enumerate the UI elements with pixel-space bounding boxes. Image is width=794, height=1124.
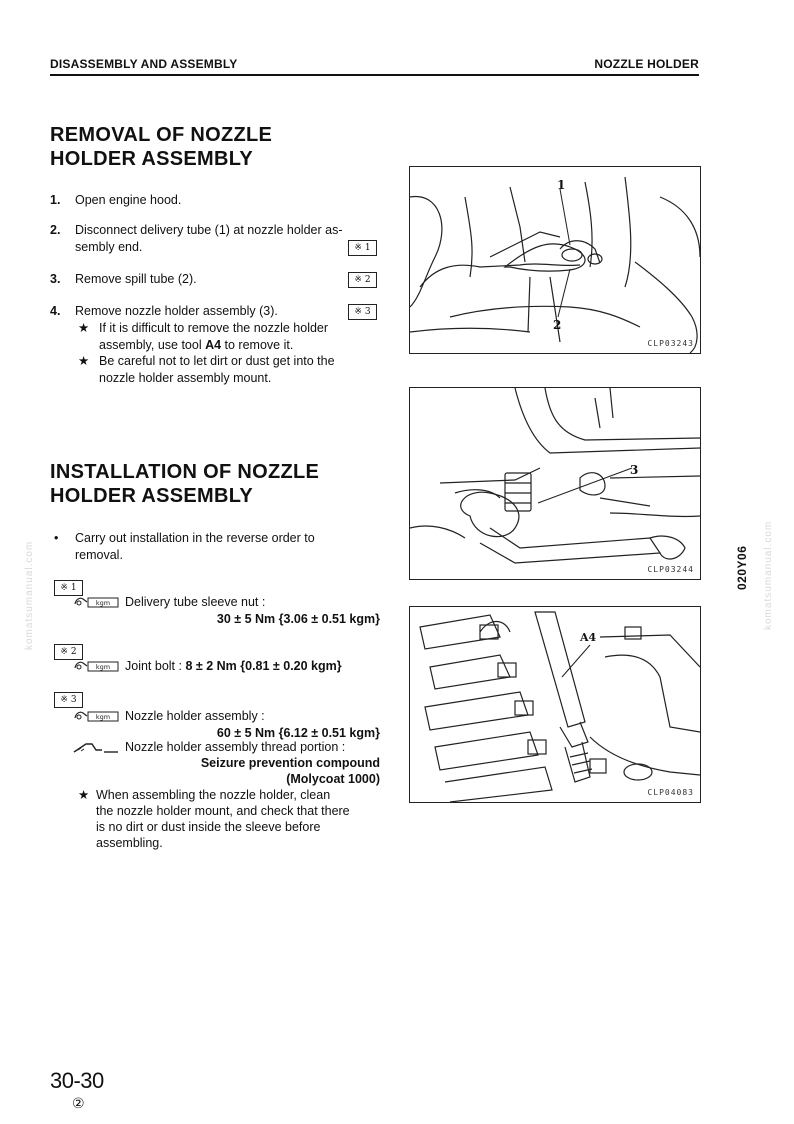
- document-code: 020Y06: [735, 545, 749, 590]
- installation-body: [50, 529, 382, 859]
- torque-label: Delivery tube sleeve nut :: [125, 595, 266, 609]
- header-section-title: DISASSEMBLY AND ASSEMBLY: [50, 57, 238, 71]
- note-text: the nozzle holder mount, and check that there: [96, 804, 350, 818]
- figure-removal-tool: [409, 606, 701, 803]
- torque-value: 30 ± 5 Nm {3.06 ± 0.51 kgm}: [216, 612, 380, 626]
- figure-id: CLP03244: [647, 565, 694, 574]
- figure-delivery-tube: [409, 166, 701, 354]
- step-number: 2.: [50, 223, 61, 237]
- star-icon: ★: [78, 321, 90, 335]
- thread-compound-product: (Molycoat 1000): [286, 772, 380, 786]
- figure-nozzle-holder: [409, 387, 701, 580]
- reference-tag: ※ 2: [54, 644, 83, 660]
- grease-applicator-icon: [72, 739, 120, 755]
- step-number: 4.: [50, 304, 61, 318]
- reference-tag: ※ 1: [54, 580, 83, 596]
- note-text: When assembling the nozzle holder, clean: [96, 788, 331, 802]
- torque-wrench-icon: [74, 659, 120, 673]
- bullet-text: Carry out installation in the reverse order to: [75, 531, 315, 545]
- bullet-icon: •: [54, 531, 59, 545]
- thread-label: Nozzle holder assembly thread portion :: [125, 740, 346, 754]
- svg-text:kgm: kgm: [95, 599, 111, 607]
- watermark-right: komatsumanual.com: [763, 520, 774, 630]
- torque-wrench-icon: [74, 595, 120, 609]
- torque-value: 60 ± 5 Nm {6.12 ± 0.51 kgm}: [216, 726, 380, 740]
- bullet-text: removal.: [75, 548, 123, 562]
- callout-label: 3: [630, 463, 639, 477]
- star-icon: ★: [78, 354, 90, 368]
- note-text: assembling.: [96, 836, 163, 850]
- watermark-left: komatsumanual.com: [24, 540, 35, 650]
- torque-value: 8 ± 2 Nm {0.81 ± 0.20 kgm}: [185, 659, 342, 673]
- tool-code: A4: [205, 338, 222, 352]
- step-text: sembly end.: [75, 240, 143, 254]
- thread-compound: Seizure prevention compound: [200, 756, 380, 770]
- removal-heading: [50, 123, 272, 171]
- callout-label: A4: [580, 631, 597, 644]
- removal-tool-illustration: [410, 607, 700, 802]
- note-text: assembly, use tool A4 to remove it.: [99, 338, 294, 352]
- page-number: 30-30: [50, 1068, 104, 1093]
- torque-label: Joint bolt : 8 ± 2 Nm {0.81 ± 0.20 kgm}: [125, 659, 342, 673]
- removal-heading-line1: REMOVAL OF NOZZLE: [50, 124, 273, 146]
- torque-label: Nozzle holder assembly :: [125, 709, 265, 723]
- reference-tag: ※ 3: [348, 304, 377, 320]
- reference-tag: ※ 1: [348, 240, 377, 256]
- callout-label: 1: [557, 178, 566, 192]
- note-text: If it is difficult to remove the nozzle holder: [99, 321, 329, 335]
- star-icon: ★: [78, 788, 90, 802]
- figure-id: CLP04083: [647, 788, 694, 797]
- step-text: Remove spill tube (2).: [75, 272, 197, 286]
- header-topic-title: NOZZLE HOLDER: [594, 57, 699, 71]
- removal-heading-line2: HOLDER ASSEMBLY: [50, 148, 254, 170]
- step-number: 3.: [50, 272, 61, 286]
- revision-mark: ②: [72, 1095, 85, 1111]
- svg-text:kgm: kgm: [95, 663, 111, 671]
- header-rule: [50, 74, 699, 76]
- figure-id: CLP03243: [647, 339, 694, 348]
- callout-label: 2: [553, 318, 562, 332]
- removal-steps: [50, 192, 382, 392]
- installation-heading: [50, 460, 319, 508]
- step-text: Disconnect delivery tube (1) at nozzle holder as-: [75, 223, 343, 237]
- note-text: nozzle holder assembly mount.: [99, 371, 272, 385]
- installation-heading-line1: INSTALLATION OF NOZZLE: [50, 461, 320, 483]
- torque-wrench-icon: [74, 709, 120, 723]
- step-number: 1.: [50, 193, 61, 207]
- engine-illustration: [410, 167, 700, 353]
- installation-heading-line2: HOLDER ASSEMBLY: [50, 485, 254, 507]
- reference-tag: ※ 2: [348, 272, 377, 288]
- step-text: Open engine hood.: [75, 193, 182, 207]
- svg-text:kgm: kgm: [95, 713, 111, 721]
- nozzle-holder-illustration: [410, 388, 700, 579]
- note-text: is no dirt or dust inside the sleeve before: [96, 820, 321, 834]
- reference-tag: ※ 3: [54, 692, 83, 708]
- step-text: Remove nozzle holder assembly (3).: [75, 304, 278, 318]
- note-text: Be careful not to let dirt or dust get into the: [99, 354, 335, 368]
